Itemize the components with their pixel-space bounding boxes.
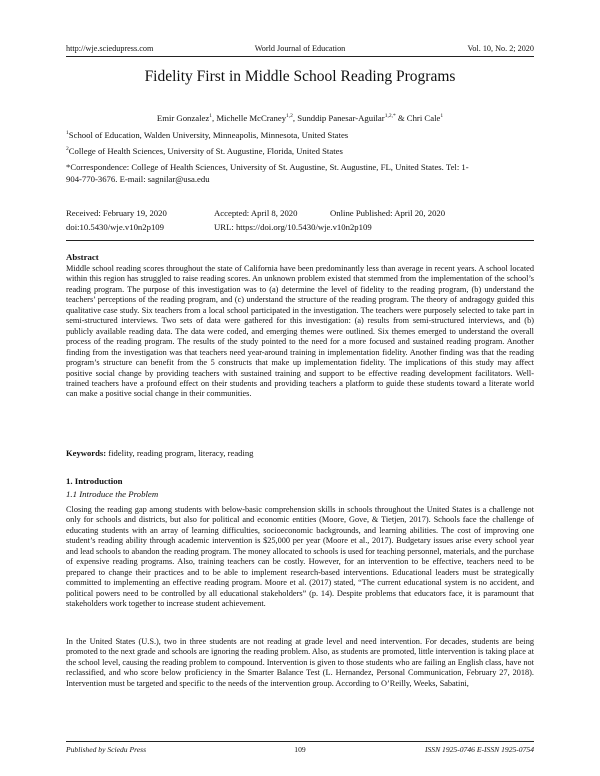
journal-name: World Journal of Education xyxy=(254,44,346,53)
footer-rule xyxy=(66,741,534,742)
online-date: Online Published: April 20, 2020 xyxy=(330,208,446,218)
affiliation-sup: 1 xyxy=(66,130,69,136)
page-footer xyxy=(66,745,534,757)
author-list: Emir Gonzalez$^1$, Michelle McCraney$^{1,2}$, Sunddip Panesar-Aguilar$^{1,2,*}$ & Chri Cale$^1$ xyxy=(156,113,444,123)
intro-paragraph-1: Closing the reading gap among students with below-basic comprehension skills in schools throughout the United States is a challenge not only for schools and districts, but also for political and economic entities (Moore, Gove, & Tietjen, 2017). Schools face the challenge of educating students with an array of learning difficulties, socioeconomic backgrounds, and learning abilities. The cost of improving one student’s reading ability through academic intervention is $25,000 per year (Moore et al., 2017). Budgetary issues arise every school year and lead schools to abandon the reading program. The money allocated to schools is used for teaching personnel, materials, and the purchase of expensive reading programs. Also, training teachers can be costly. However, for an intervention to be effective, teachers need to be prepared to change their practices and to be able to implement research-based interventions. Educational leaders must be strategically committed to implementing an effective reading program. Moore et al. (2017) stated, “The current educational system is no accident, and political powers need to be controlled by all educational stakeholders” (p. 14). Despite problems that educators face, it is paramount that stakeholders work together to increase student achievement. xyxy=(66,505,534,609)
affiliation-text: School of Education, Walden University, Minneapolis, Minnesota, United States xyxy=(68,129,349,140)
author-name: Emir Gonzalez xyxy=(156,113,210,123)
affiliation-text: College of Health Sciences, University of St. Augustine, Florida, United States xyxy=(68,145,343,156)
received-date: Received: February 19, 2020 xyxy=(66,208,167,218)
page-number: 109 xyxy=(294,745,306,754)
correspondence-line: 904-770-3676. E-mail: sagnilar@usa.edu xyxy=(66,173,210,184)
keywords-text: fidelity, reading program, literacy, reading xyxy=(108,448,254,458)
affiliation-sup: 2 xyxy=(66,146,69,152)
header-rule xyxy=(66,56,534,57)
accepted-date: Accepted: April 8, 2020 xyxy=(214,208,298,218)
author-name: Chri Cale xyxy=(406,113,441,123)
intro-paragraph-2: In the United States (U.S.), two in three students are not reading at grade level and need intervention. For decades, students are being promoted to the next grade and schools are ignoring the reading problem. Also, as students are promoted, little intervention is taking place at the school level, causing the reading problem to compound. Intervention is given to those students who are failing an English class, have not reclassified, and who score below proficiency in the Smarter Balance Test (L. Hernandez, Personal Communication, February 27, 2018). Intervention must be targeted and specific to the needs of the intervention group. According to O’Reilly, Weeks, Sabatini, xyxy=(66,637,534,688)
issn: ISSN 1925-0746 E-ISSN 1925-0754 xyxy=(424,745,534,754)
doi-url[interactable]: URL: https://doi.org/10.5430/wje.v10n2p109 xyxy=(214,222,372,232)
author-sup: 1 xyxy=(440,113,444,120)
correspondence xyxy=(66,162,534,186)
author-sup: 1 xyxy=(209,113,212,120)
abstract-text: Middle school reading scores throughout the state of California have been predominantly less than average in recent years. A school located within this region has struggled to raise reading scores. An unknown problem existed that stemmed from the implementation of the school’s reading program. The purpose of this investigation was to (a) determine the level of fidelity to the reading program, (b) understand the teachers’ perceptions of the reading program, and (c) understand the structure of the reading program. The theory of andragogy guided this qualitative case study. Six teachers from a local school participated in the investigation. The teachers were purposely selected to take part in semi-structured interviews. Two sets of data were gathered for this investigation: (a) results from semi-structured interviews, and (b) publicly available reading data. The data were coded, and emerging themes were outlined. Six themes emerged to understand the overall process of the reading program. The results of the study pointed to the need for a more focused and sustained reading program. Another finding from the investigation was that teachers need year-around training in implementation fidelity. Another finding was that the reading program’s structure can benefit from the 5 constructs that make up implementation fidelity. The implications of this study may affect positive social change by providing teachers with sustained training and support to be effective reading development facilitators. Well-trained teachers have a profound effect on their students and providing teachers a platform to guide these students toward a literate world can make a positive social change in their communities. xyxy=(66,264,534,399)
author-name: Sunddip Panesar-Aguilar xyxy=(297,113,385,123)
author-sup: 1,2,* xyxy=(384,113,396,120)
author-sup: 1,2 xyxy=(286,113,293,120)
affiliation-2 xyxy=(66,144,534,158)
abstract-heading: Abstract xyxy=(66,252,99,262)
dates-rule xyxy=(66,240,534,241)
journal-url[interactable]: http://wje.sciedupress.com xyxy=(66,44,154,53)
introduction-heading: 1. Introduction xyxy=(66,476,123,486)
doi[interactable]: doi:10.5430/wje.v10n2p109 xyxy=(66,222,164,232)
publisher: Published by Sciedu Press xyxy=(66,745,147,754)
correspondence-line: *Correspondence: College of Health Sciences, University of St. Augustine, St. Augustine, FL, United States. Tel: 1- xyxy=(66,162,469,172)
subsection-heading: 1.1 Introduce the Problem xyxy=(66,489,159,499)
keywords xyxy=(66,448,534,458)
volume-info: Vol. 10, No. 2; 2020 xyxy=(467,44,534,53)
author-name: Michelle McCraney xyxy=(216,113,287,123)
keywords-label: Keywords: xyxy=(66,448,107,458)
paper-title: Fidelity First in Middle School Reading Programs xyxy=(144,68,456,85)
author-amp: & xyxy=(397,113,405,123)
affiliation-1 xyxy=(66,128,534,142)
